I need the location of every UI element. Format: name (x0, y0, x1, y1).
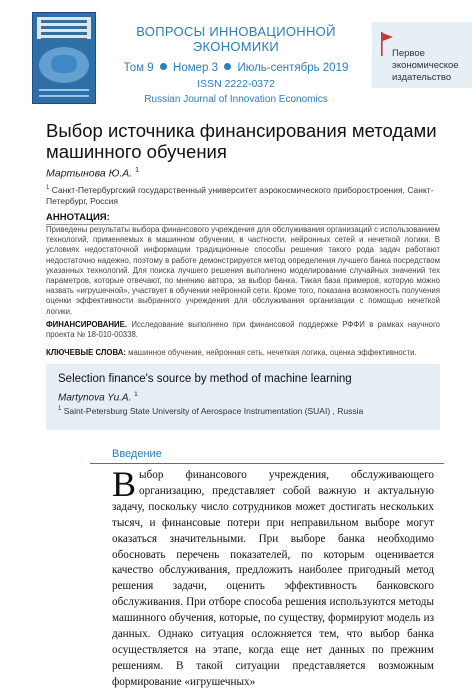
journal-issue (104, 62, 368, 74)
journal-cover-image (32, 12, 96, 104)
journal-number: Номер 3 (173, 62, 219, 74)
funding-text: Исследование выполнено при финансовой поддержке РФФИ в рамках научного проекта № 18-010-00338. (46, 320, 441, 340)
author-affiliation: $^1$ Санкт-Петербургский государственный университет аэрокосмического приборостроения, Санкт-Петербург, Россия (46, 184, 434, 206)
journal-volume: Том 9 (123, 62, 154, 74)
keywords-label: КЛЮЧЕВЫЕ СЛОВА: (46, 348, 126, 357)
separator-dot-icon (224, 63, 231, 70)
journal-info (104, 24, 368, 105)
english-affiliation: $^1$ Saint-Petersburg State University of Aerospace Instrumentation (SUAI) , Russia (58, 406, 364, 416)
journal-name: ВОПРОСЫ ИННОВАЦИОННОЙ ЭКОНОМИКИ (136, 24, 336, 54)
separator-dot-icon (160, 63, 167, 70)
introduction-text: ыбор финансового учреждения, обслуживающего организацию, представляет собой важную и актуальную задачу, поскольку число сотрудников может достигать нескольких тысяч, и финансовые потери при неправильном выборе могут оказаться значительными. При выборе банка необходимо обосновать перечень показателей, по которым оценивается качество обслуживания, предложить наиболее пригодный метод решения задачи, оценить эффективность банковского обслуживания. При отборе способа решения используются методы машинного обучения, которые, по существу, формируют модель из данных. Однако ситуация осложняется тем, что выбор банка осуществляется на этапе, когда еще нет данных по прежним решениям. В такой ситуации представляется возможным формирование «игрушечных» (112, 469, 434, 688)
funding-paragraph (46, 320, 440, 340)
article-author: Мартынова Ю.А. $^1$ (46, 167, 140, 180)
affiliation-superscript: 1 (46, 185, 50, 191)
english-summary-box (46, 364, 440, 430)
journal-issn: ISSN 2222-0372 (197, 78, 275, 90)
article-title: Выбор источника финансирования методами машинного обучения (46, 120, 437, 162)
keywords-text: машинное обучение, нейронная сеть, нечеткая логика, оценка эффективности. (128, 348, 417, 357)
funding-label: ФИНАНСИРОВАНИЕ. (46, 320, 128, 329)
journal-header (0, 0, 474, 110)
english-title: Selection finance's source by method of machine learning (58, 373, 352, 385)
english-author: Martynova Yu.A. $^1$ (58, 391, 138, 404)
abstract-text: Приведены результаты выбора финансового учреждения для обслуживания организаций с использованием технологий, применяемых в машинном обучении, в частности, нейронных сетей и нечеткой логики. В условиях недостаточной информации традиционные способы решения такого рода задач работают недостаточно надежно, поэтому в работе демонстрируется метод определения лучшего банка посредством указанных технологий. Для поиска лучшего решения выполнено моделирование случайных значений тех параметров, которые отвечают, по мнению автора, за выбор банка. Такая база примеров, которую можно назвать «игрушечной», участвует в обучении нейронной сети. Кроме того, показана возможность получения оценки эффективности выбранного учреждения для обслуживания организации с помощью нечеткой логики. (46, 225, 441, 316)
publisher-box (372, 22, 472, 88)
abstract-heading: АННОТАЦИЯ: (46, 212, 438, 225)
english-affiliation-superscript: 1 (58, 406, 62, 413)
journal-period: Июль-сентябрь 2019 (237, 62, 349, 74)
journal-english-name: Russian Journal of Innovation Economics (144, 94, 328, 105)
english-author-superscript: 1 (134, 391, 138, 398)
publisher-name: Первое экономическое издательство (392, 48, 459, 83)
introduction-body (112, 464, 434, 691)
introduction-heading: Введение (90, 448, 444, 464)
author-superscript: 1 (135, 167, 140, 174)
drop-cap: В (112, 464, 137, 504)
keywords-paragraph (46, 348, 440, 358)
